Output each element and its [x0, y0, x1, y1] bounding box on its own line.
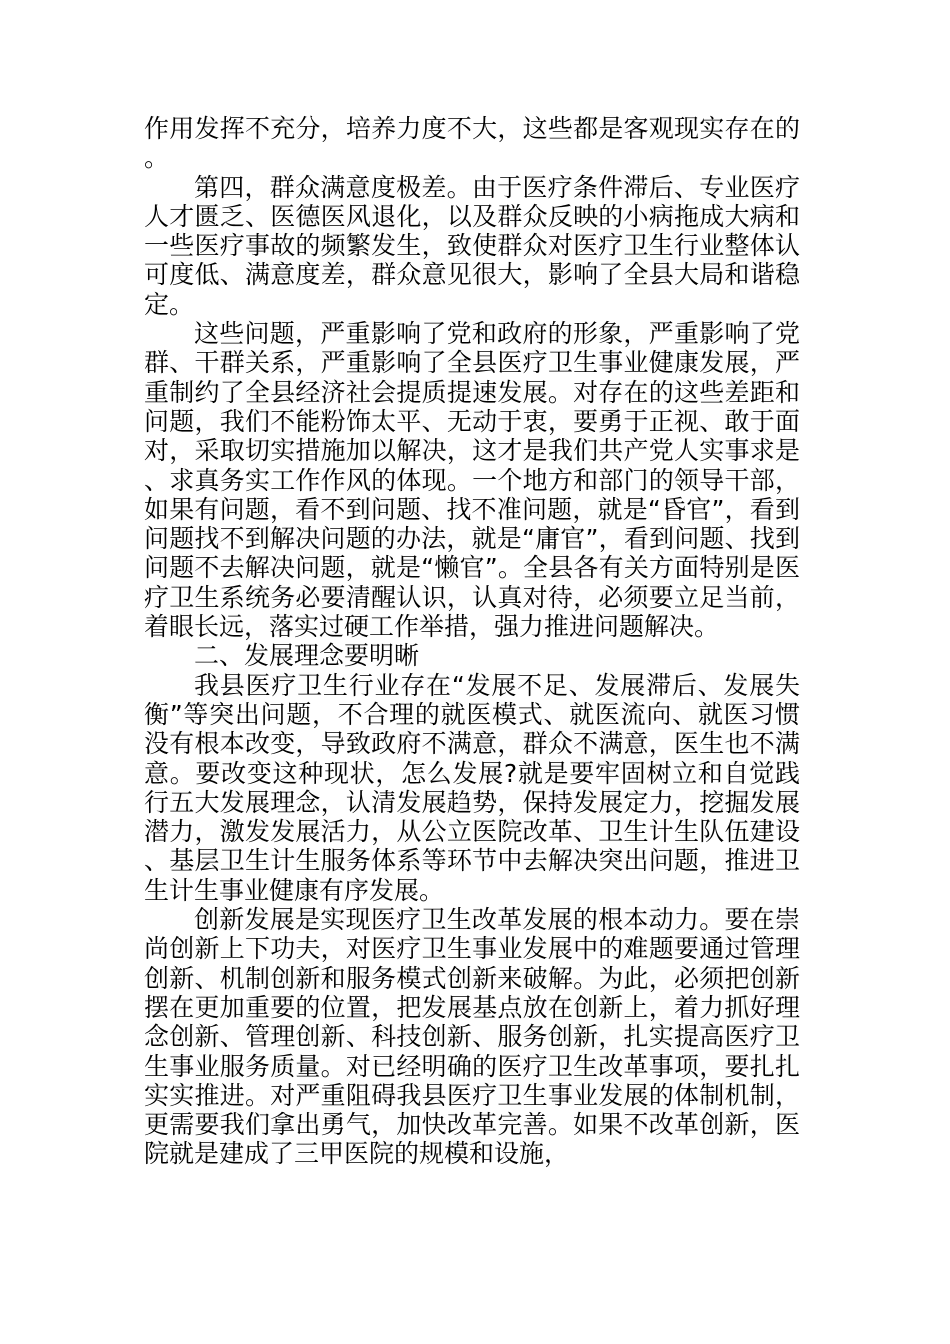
section-heading: 二、发展理念要明晰 [194, 641, 420, 671]
paragraph-4: 我县医疗卫生行业存在“发展不足、发展滞后、发展失衡”等突出问题，不合理的就医模式、就医流向、就医习惯没有根本改变，导致政府不满意，群众不满意，医生也不满意。要改变这种现状，怎么发展?就是要牢固树立和自觉践行五大发展理念，认清发展趋势，保持发展定力，挖掘发展潜力，激发发展活力，从公立医院改革、卫生计生队伍建设、基层卫生计生服务体系等环节中去解决突出问题，推进卫生计生事业健康有序发展。 [144, 670, 800, 905]
paragraph-1: 作用发挥不充分，培养力度不大，这些都是客观现实存在的。 [144, 114, 800, 173]
document-page [144, 114, 800, 1169]
paragraph-3: 这些问题，严重影响了党和政府的形象，严重影响了党群、干群关系，严重影响了全县医疗卫生事业健康发展，严重制约了全县经济社会提质提速发展。对存在的这些差距和问题，我们不能粉饰太平、无动于衷，要勇于正视、敢于面对，采取切实措施加以解决，这才是我们共产党人实事求是、求真务实工作作风的体现。一个地方和部门的领导干部，如果有问题，看不到问题、找不准问题，就是“昏官”，看到问题找不到解决问题的办法，就是“庸官”，看到问题、找到问题不去解决问题，就是“懒官”。全县各有关方面特别是医疗卫生系统务必要清醒认识，认真对待，必须要立足当前，着眼长远，落实过硬工作举措，强力推进问题解决。 [144, 319, 800, 642]
paragraph-2: 第四，群众满意度极差。由于医疗条件滞后、专业医疗人才匮乏、医德医风退化，以及群众反映的小病拖成大病和一些医疗事故的频繁发生，致使群众对医疗卫生行业整体认可度低、满意度差，群众意见很大，影响了全县大局和谐稳定。 [144, 172, 800, 319]
paragraph-5: 创新发展是实现医疗卫生改革发展的根本动力。要在崇尚创新上下功夫，对医疗卫生事业发展中的难题要通过管理创新、机制创新和服务模式创新来破解。为此，必须把创新摆在更加重要的位置，把发展基点放在创新上，着力抓好理念创新、管理创新、科技创新、服务创新，扎实提高医疗卫生事业服务质量。对已经明确的医疗卫生改革事项，要扎扎实实推进。对严重阻碍我县医疗卫生事业发展的体制机制，更需要我们拿出勇气，加快改革完善。如果不改革创新，医院就是建成了三甲医院的规模和设施， [144, 905, 800, 1169]
